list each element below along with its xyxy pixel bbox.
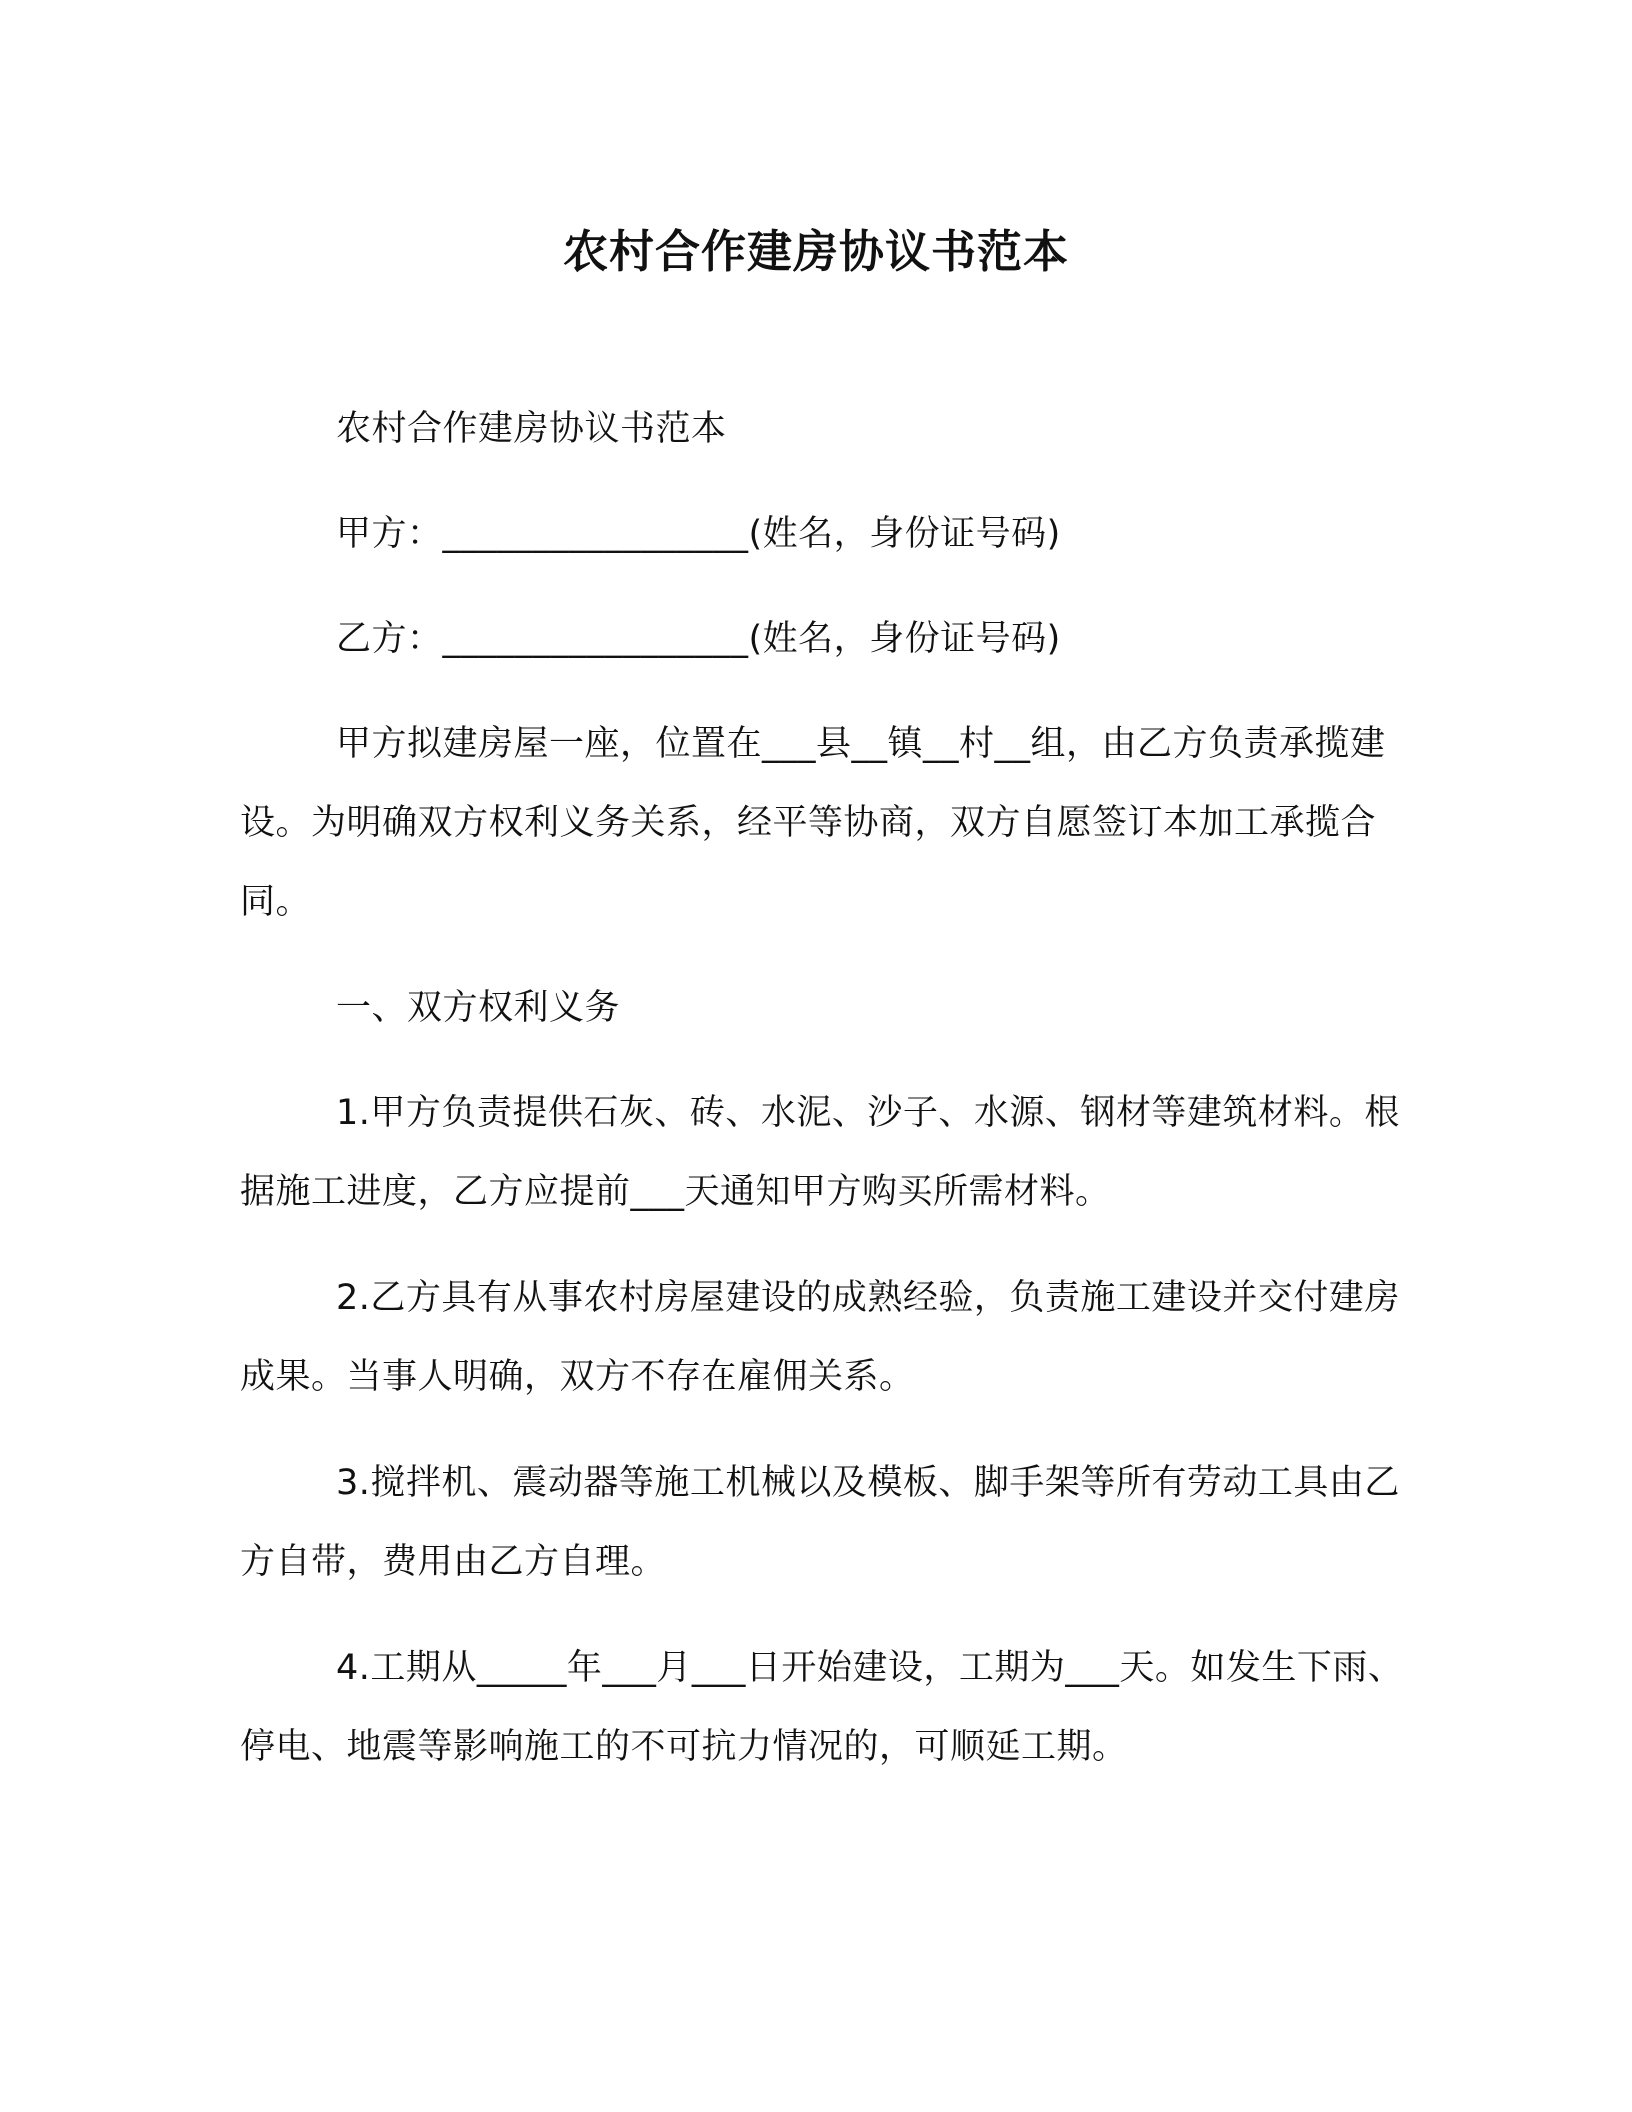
document-body [240, 390, 1415, 1814]
party-b-line: 乙方：_________________(姓名，身份证号码) [336, 619, 1061, 659]
section-heading: 一、双方权利义务 [336, 988, 621, 1028]
clause-2: 2.乙方具有从事农村房屋建设的成熟经验，负责施工建设并交付建房成果。当事人明确，双方不存在雇佣关系。 [240, 1278, 1400, 1397]
clause-1: 1.甲方负责提供石灰、砖、水泥、沙子、水源、钢材等建筑材料。根据施工进度，乙方应提前___天通知甲方购买所需材料。 [240, 1093, 1400, 1212]
subtitle-paragraph: 农村合作建房协议书范本 [336, 409, 727, 449]
clause-3: 3.搅拌机、震动器等施工机械以及模板、脚手架等所有劳动工具由乙方自带，费用由乙方自理。 [240, 1463, 1400, 1582]
document-title: 农村合作建房协议书范本 [562, 225, 1069, 278]
clause-4: 4.工期从_____年___月___日开始建设，工期为___天。如发生下雨、停电、地震等影响施工的不可抗力情况的，可顺延工期。 [240, 1648, 1404, 1767]
party-a-line: 甲方：_________________(姓名，身份证号码) [336, 514, 1061, 554]
intro-paragraph: 甲方拟建房屋一座，位置在___县__镇__村__组，由乙方负责承揽建设。为明确双方权利义务关系，经平等协商，双方自愿签订本加工承揽合同。 [240, 724, 1386, 922]
